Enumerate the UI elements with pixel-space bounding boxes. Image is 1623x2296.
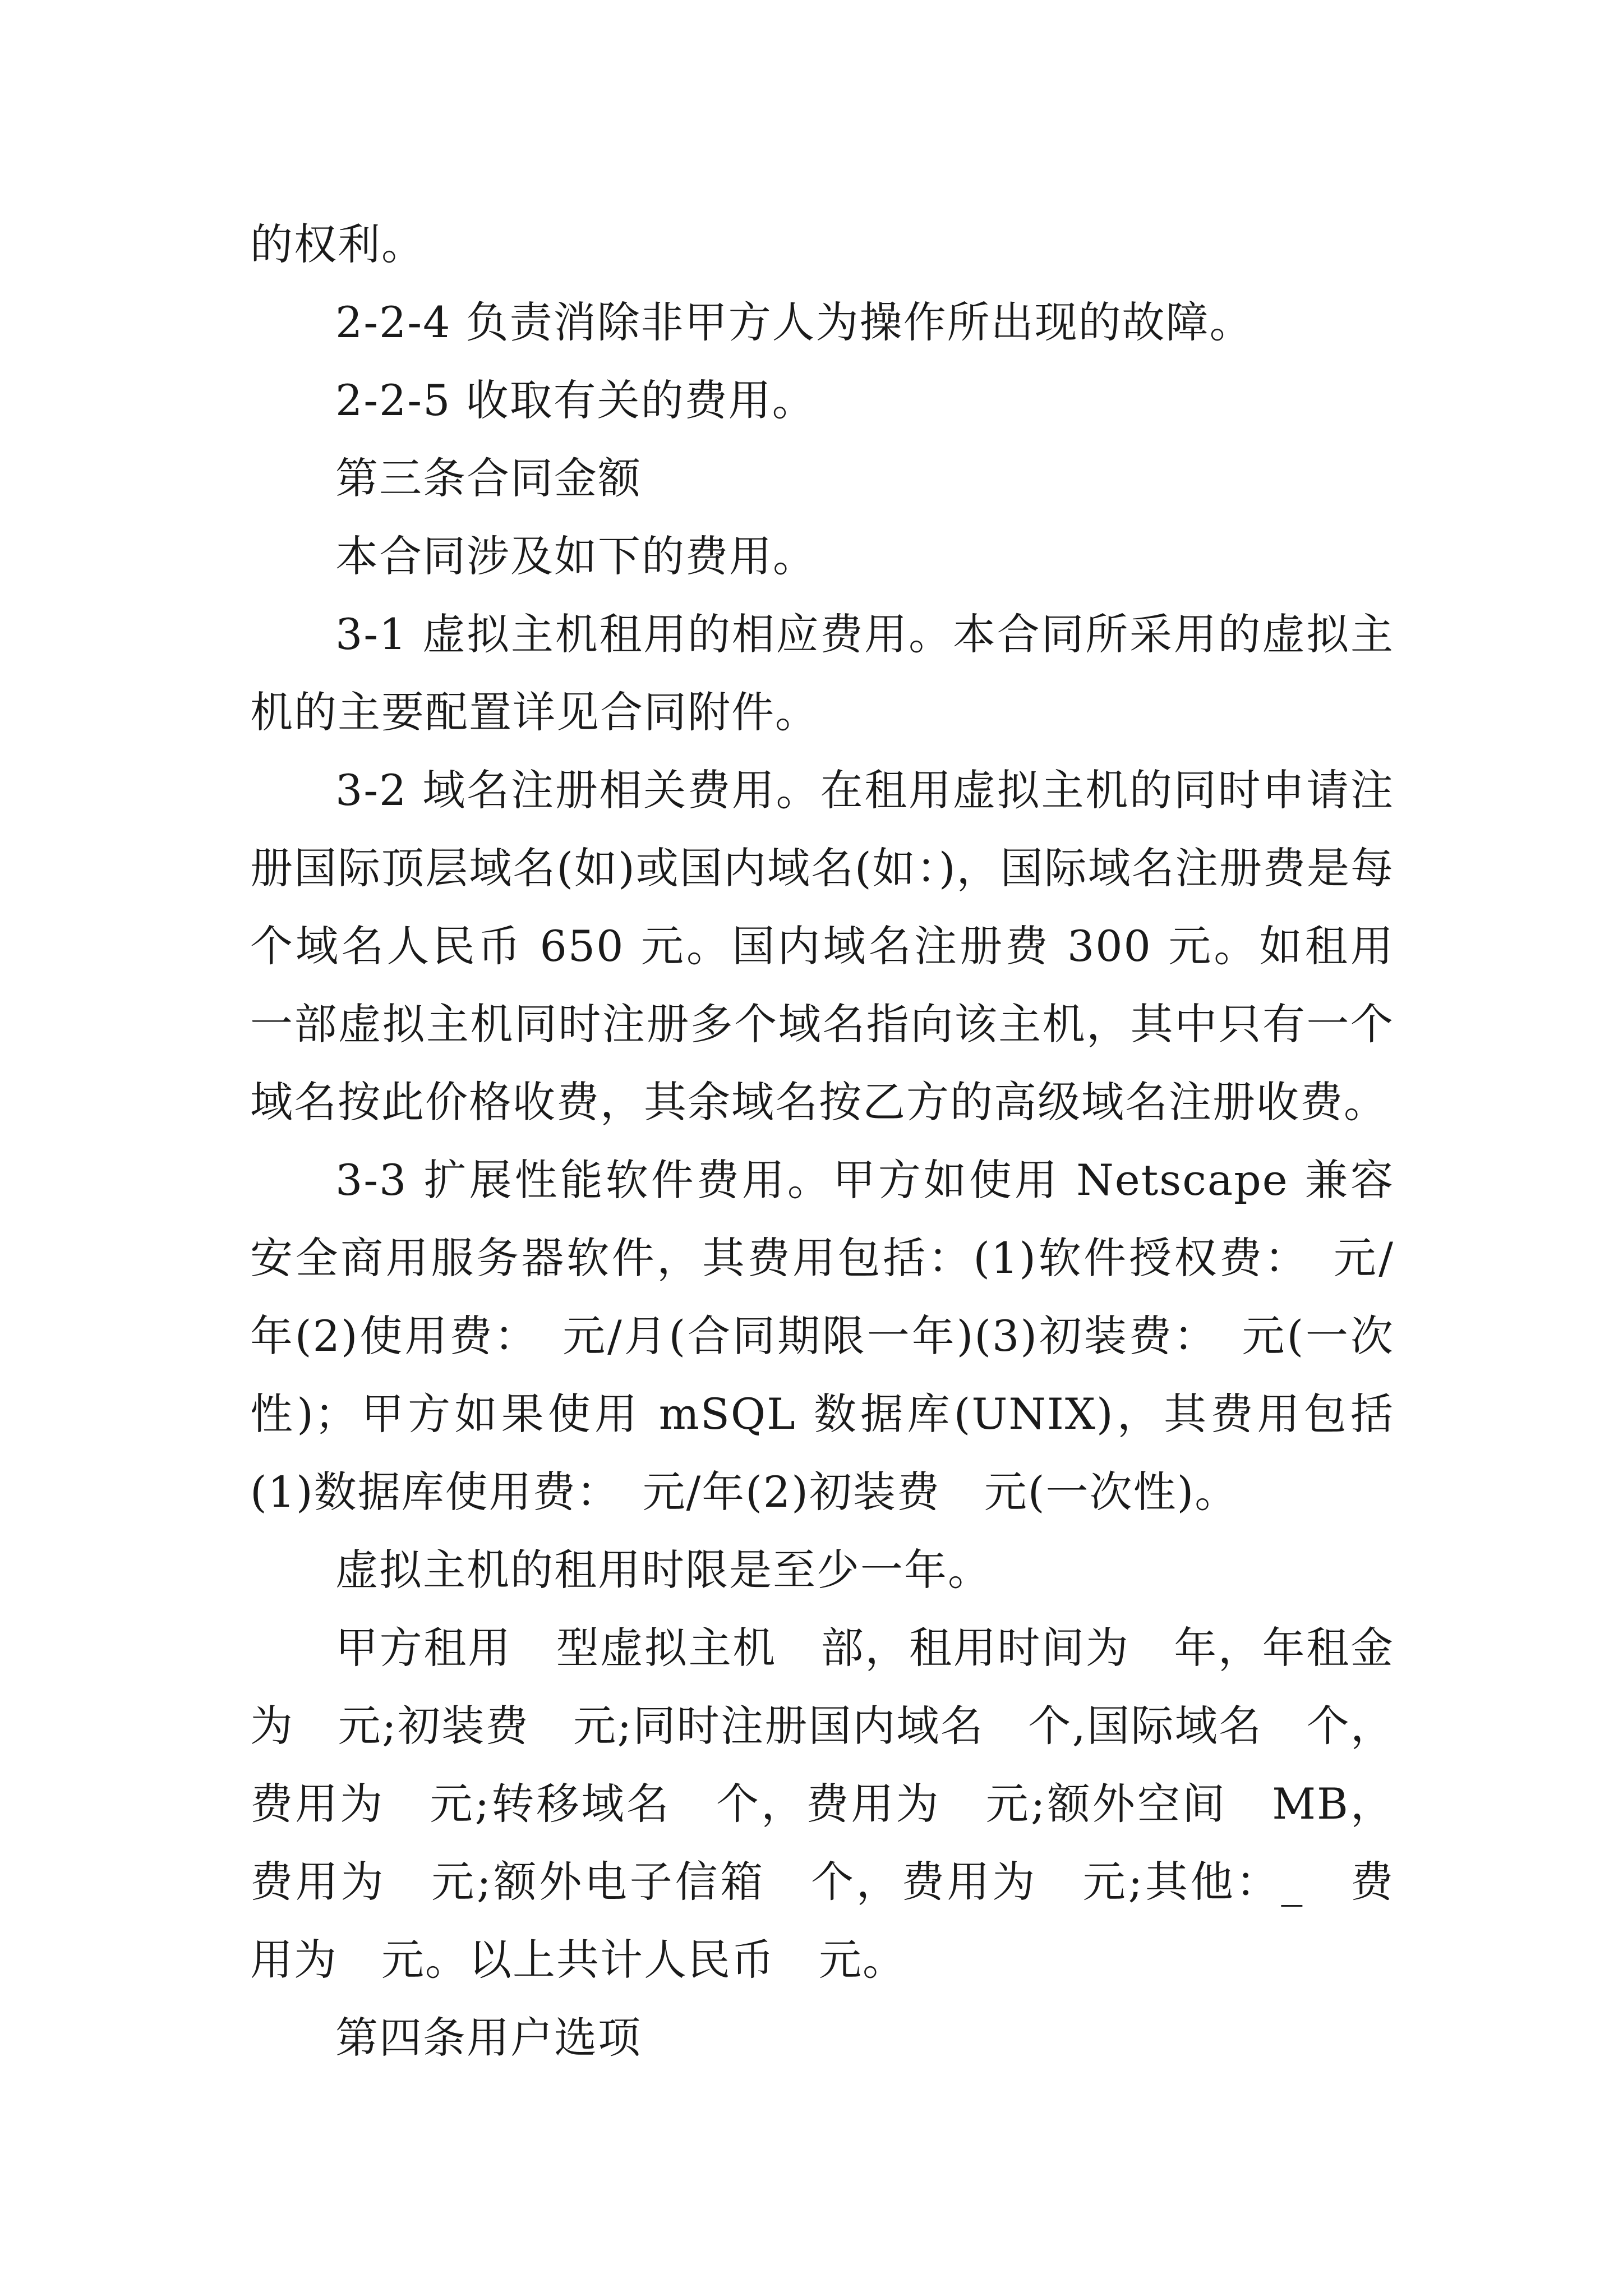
paragraph-rights-end: 的权利。 — [250, 219, 425, 269]
paragraph-2-2-4: 2-2-4 负责消除非甲方人为操作所出现的故障。 — [335, 297, 1253, 347]
paragraph-rental-summary: 甲方租用 型虚拟主机 部，租用时间为 年，年租金为 元;初装费 元;同时注册国内域名 个,国际域名 个，费用为 元;转移域名 个，费用为 元;额外空间 MB，费用为 元;额外电子信箱 个，费用为 元;其他：_ 费用为 元。以上共计人民币 元。 — [250, 1623, 1394, 1985]
section-heading-article-4: 第四条用户选项 — [335, 2013, 642, 2063]
paragraph-3-1: 3-1 虚拟主机租用的相应费用。本合同所采用的虚拟主机的主要配置详见合同附件。 — [250, 609, 1394, 737]
paragraph-3-3: 3-3 扩展性能软件费用。甲方如使用 Netscape 兼容安全商用服务器软件，其费用包括：(1)软件授权费： 元/年(2)使用费： 元/月(合同期限一年)(3)初装费： 元(一次性)；甲方如果使用 mSQL 数据库(UNIX)，其费用包括(1)数据库使用费： 元/年(2)初装费 元(一次性)。 — [250, 1155, 1394, 1517]
section-heading-article-3: 第三条合同金额 — [335, 453, 642, 503]
paragraph-rental-term: 虚拟主机的租用时限是至少一年。 — [335, 1545, 992, 1595]
paragraph-2-2-5: 2-2-5 收取有关的费用。 — [335, 375, 816, 425]
paragraph-fees-intro: 本合同涉及如下的费用。 — [335, 531, 817, 581]
document-body — [250, 205, 1394, 2077]
paragraph-3-2: 3-2 域名注册相关费用。在租用虚拟主机的同时申请注册国际顶层域名(如)或国内域名(如：)，国际域名注册费是每个域名人民币 650 元。国内域名注册费 300 元。如租用一部虚拟主机同时注册多个域名指向该主机，其中只有一个域名按此价格收费，其余域名按乙方的高级域名注册收费。 — [250, 765, 1394, 1127]
